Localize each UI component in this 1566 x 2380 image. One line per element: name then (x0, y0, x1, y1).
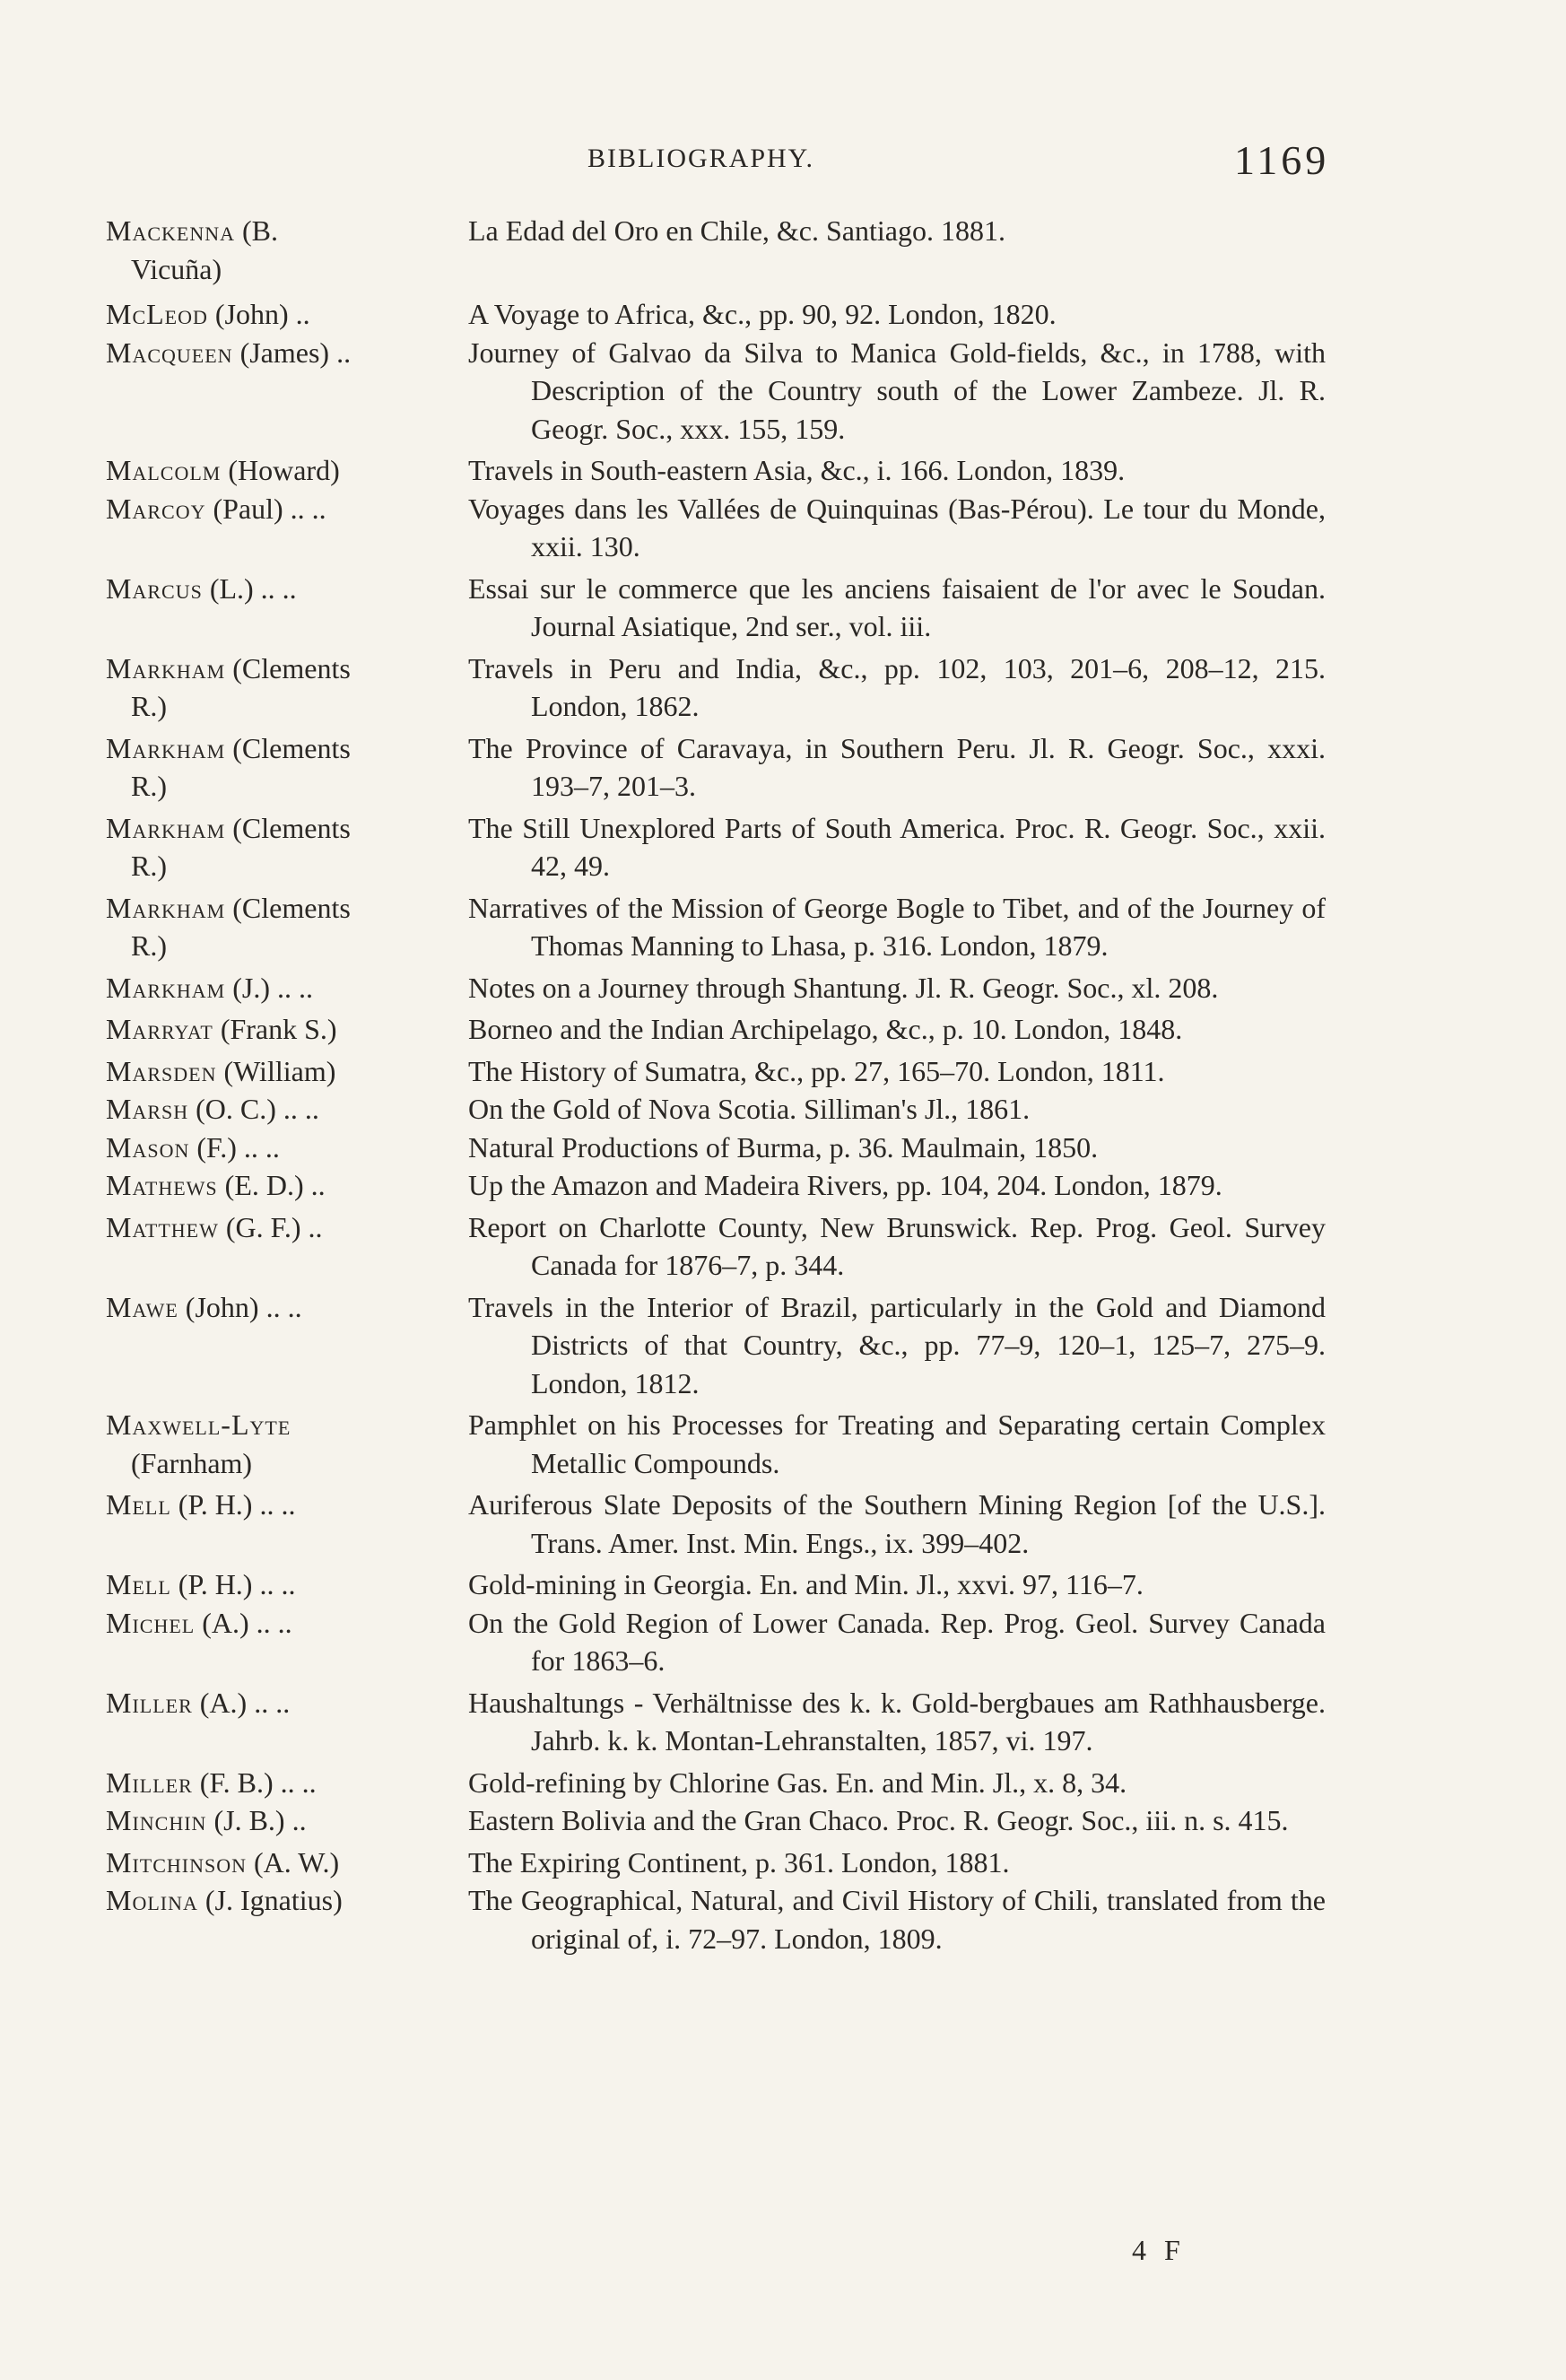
entry-author: Macqueen (James) .. (106, 336, 352, 369)
entry-author: Minchin (J. B.) .. (106, 1804, 307, 1836)
entry-author: Matthew (G. F.) .. (106, 1210, 323, 1243)
entry-title: Travels in Peru and India, &c., pp. 102, 103, 201–6, 208–12, 215. London, 1862. (468, 651, 1326, 722)
entry-title: Eastern Bolivia and the Gran Chaco. Proc. R. Geogr. Soc., iii. n. s. 415. (468, 1804, 1289, 1836)
entry-title: The History of Sumatra, &c., pp. 27, 165–70. London, 1811. (468, 1054, 1165, 1087)
page-title: BIBLIOGRAPHY. (587, 144, 814, 173)
entry-title: Travels in the Interior of Brazil, particularly in the Gold and Diamond Districts of that Country, &c., pp. 77–9, 120–1, 125–7, 275–9. London, 1812. (468, 1290, 1326, 1399)
entry-author: Marsden (William) (106, 1054, 336, 1087)
entry-author: Markham (Clements R.) (106, 811, 351, 882)
entry-author: Markham (J.) .. .. (106, 971, 314, 1004)
entry-title: On the Gold of Nova Scotia. Silliman's Jl., 1861. (468, 1093, 1031, 1125)
entry-author: Marcus (L.) .. .. (106, 571, 297, 605)
bibliography-entry (93, 1565, 1331, 1604)
entry-title: Narratives of the Mission of George Bogle to Tibet, and of the Journey of Thomas Manning to Lhasa, p. 316. London, 1879. (468, 891, 1326, 962)
entry-author: Marcoy (Paul) .. .. (106, 492, 326, 525)
entry-title: Gold-mining in Georgia. En. and Min. Jl., xxvi. 97, 116–7. (468, 1568, 1144, 1600)
entry-author: Michel (A.) .. .. (106, 1606, 292, 1639)
entry-title: The Geographical, Natural, and Civil History of Chili, translated from the original of, i. 72–97. London, 1809. (468, 1884, 1326, 1955)
entry-author: Maxwell-Lyte (Farnham) (106, 1408, 291, 1479)
entry-author: Mathews (E. D.) .. (106, 1169, 326, 1201)
entry-author: Malcolm (Howard) (106, 454, 340, 486)
bibliography-entry (93, 1288, 1331, 1403)
bibliography-entry (93, 889, 1331, 965)
bibliography-entry (93, 1208, 1331, 1285)
entry-title: Gold-refining by Chlorine Gas. En. and Min. Jl., x. 8, 34. (468, 1765, 1127, 1799)
entry-title: Borneo and the Indian Archipelago, &c., p. 10. London, 1848. (468, 1013, 1183, 1045)
page-number: 1169 (1234, 137, 1330, 183)
bibliography-entry (93, 1010, 1331, 1049)
bibliography-list (93, 212, 1331, 1957)
bibliography-entry (93, 1090, 1331, 1129)
bibliography-entry (93, 1406, 1331, 1482)
running-head (0, 136, 1566, 181)
bibliography-entry (93, 570, 1331, 646)
bibliography-entry (93, 490, 1331, 566)
entry-title: Natural Productions of Burma, p. 36. Maulmain, 1850. (468, 1130, 1099, 1164)
entry-title: Voyages dans les Vallées de Quinquinas (Bas-Pérou). Le tour du Monde, xxii. 130. (468, 492, 1326, 562)
bibliography-entry (93, 1764, 1331, 1802)
bibliography-entry (93, 295, 1331, 334)
bibliography-entry (93, 1684, 1331, 1760)
bibliography-entry (93, 729, 1331, 806)
bibliography-entry (93, 1801, 1331, 1840)
entry-title: Journey of Galvao da Silva to Manica Gold-fields, &c., in 1788, with Description of the Country south of the Lower Zambeze. Jl. R. Geogr. Soc., xxx. 155, 159. (468, 336, 1326, 445)
bibliography-entry (93, 212, 1331, 288)
bibliography-entry (93, 969, 1331, 1007)
entry-author: Miller (F. B.) .. .. (106, 1765, 317, 1799)
entry-author: McLeod (John) .. (106, 298, 310, 330)
entry-title: On the Gold Region of Lower Canada. Rep. Prog. Geol. Survey Canada for 1863–6. (468, 1606, 1326, 1677)
bibliography-entry (93, 451, 1331, 490)
entry-author: Mell (P. H.) .. .. (106, 1488, 296, 1521)
entry-author: Markham (Clements R.) (106, 731, 351, 802)
entry-title: The Still Unexplored Parts of South America. Proc. R. Geogr. Soc., xxii. 42, 49. (468, 811, 1326, 882)
entry-title: Report on Charlotte County, New Brunswick. Rep. Prog. Geol. Survey Canada for 1876–7, p. 344. (468, 1210, 1326, 1281)
entry-title: Up the Amazon and Madeira Rivers, pp. 104, 204. London, 1879. (468, 1169, 1222, 1201)
entry-author: Mason (F.) .. .. (106, 1130, 280, 1164)
bibliography-entry (93, 1486, 1331, 1562)
bibliography-entry (93, 1844, 1331, 1882)
entry-title: Pamphlet on his Processes for Treating and Separating certain Complex Metallic Compounds. (468, 1408, 1326, 1479)
bibliography-entry (93, 1129, 1331, 1167)
bibliography-entry (93, 1166, 1331, 1205)
entry-title: A Voyage to Africa, &c., pp. 90, 92. London, 1820. (468, 298, 1057, 330)
entry-title: Travels in South-eastern Asia, &c., i. 166. London, 1839. (468, 454, 1126, 486)
bibliography-entry (93, 809, 1331, 885)
entry-author: Mitchinson (A. W.) (106, 1845, 340, 1879)
entry-author: Markham (Clements R.) (106, 891, 351, 962)
entry-author: Miller (A.) .. .. (106, 1686, 291, 1719)
entry-title: Haushaltungs - Verhältnisse des k. k. Gold-bergbaues am Rathhausberge. Jahrb. k. k. Montan-Lehranstalten, 1857, vi. 197. (468, 1686, 1326, 1757)
entry-title: Notes on a Journey through Shantung. Jl. R. Geogr. Soc., xl. 208. (468, 971, 1219, 1004)
entry-title: Auriferous Slate Deposits of the Southern Mining Region [of the U.S.]. Trans. Amer. Inst. Min. Engs., ix. 399–402. (468, 1488, 1326, 1559)
signature-mark: 4 F (1132, 2234, 1186, 2266)
bibliography-entry (93, 334, 1331, 449)
entry-author: Marsh (O. C.) .. .. (106, 1093, 319, 1125)
bibliography-entry (93, 649, 1331, 726)
bibliography-entry (93, 1881, 1331, 1957)
entry-title: Essai sur le commerce que les anciens faisaient de l'or avec le Soudan. Journal Asiatique, 2nd ser., vol. iii. (468, 571, 1326, 642)
entry-author: Mell (P. H.) .. .. (106, 1568, 296, 1600)
entry-title: La Edad del Oro en Chile, &c. Santiago. 1881. (468, 214, 1005, 247)
entry-author: Mackenna (B. Vicuña) (106, 214, 279, 285)
entry-title: The Expiring Continent, p. 361. London, 1881. (468, 1845, 1010, 1879)
entry-author: Mawe (John) .. .. (106, 1290, 302, 1323)
entry-author: Molina (J. Ignatius) (106, 1884, 343, 1916)
bibliography-entry (93, 1052, 1331, 1091)
entry-title: The Province of Caravaya, in Southern Peru. Jl. R. Geogr. Soc., xxxi. 193–7, 201–3. (468, 731, 1326, 802)
entry-author: Marryat (Frank S.) (106, 1013, 337, 1045)
bibliography-entry (93, 1604, 1331, 1680)
entry-author: Markham (Clements R.) (106, 651, 351, 722)
